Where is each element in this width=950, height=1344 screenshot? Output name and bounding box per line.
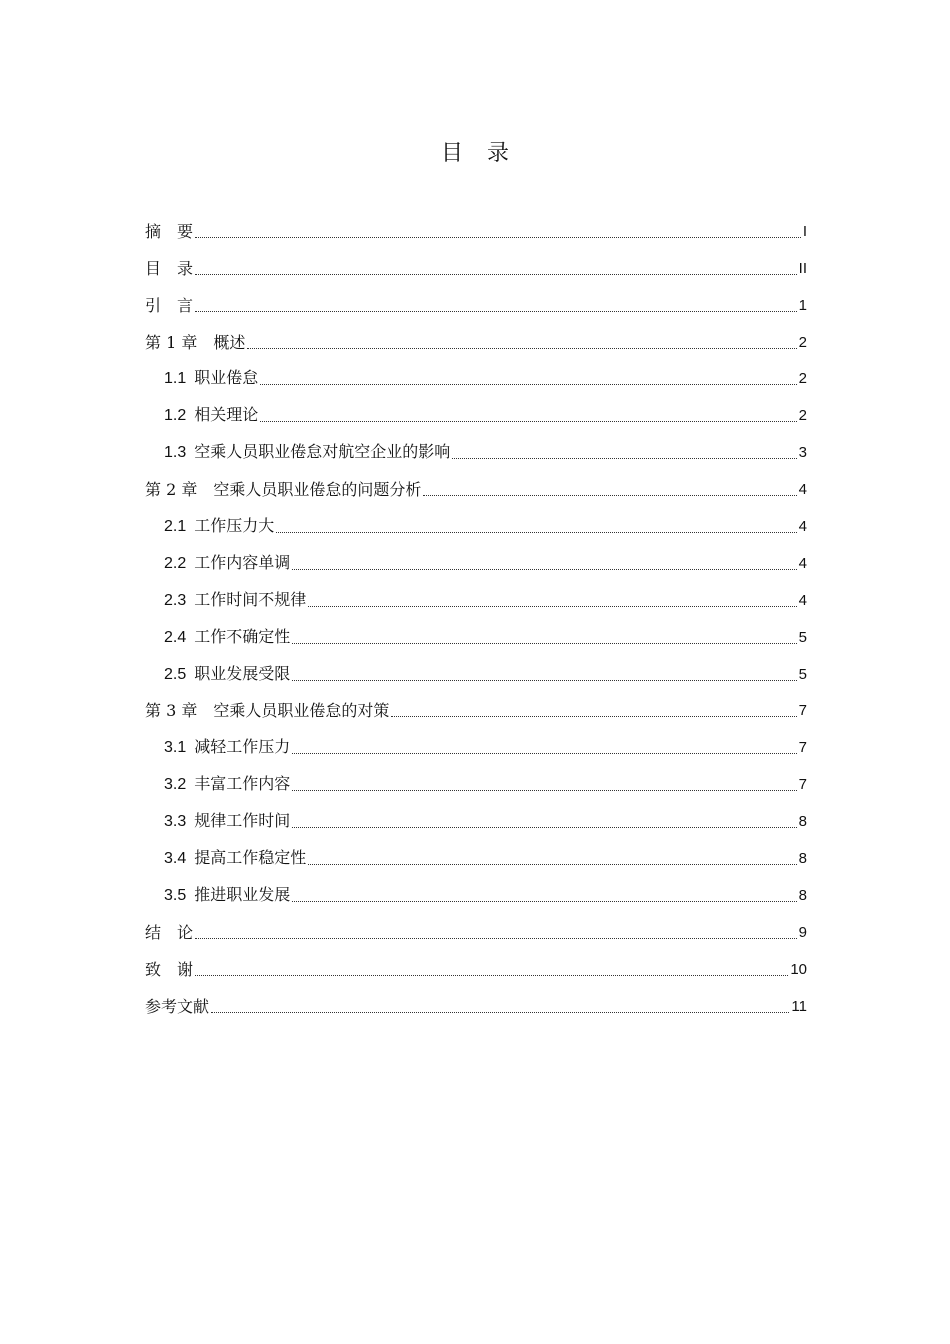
toc-entry-text: 工作内容单调 (194, 552, 291, 572)
toc-chapter-entry[interactable] (145, 280, 807, 317)
toc-entry-label (164, 442, 450, 464)
toc-entry-text: 工作时间不规律 (194, 589, 307, 609)
toc-page-number: 11 (791, 997, 807, 1015)
toc-page-number: 10 (790, 960, 807, 978)
toc-chapter-entry[interactable] (145, 206, 807, 243)
toc-subsection-entry[interactable] (145, 649, 807, 686)
toc-entry-label (164, 405, 258, 427)
toc-entry-label (145, 923, 193, 944)
toc-chapter-entry[interactable] (145, 686, 807, 723)
toc-entry-label (145, 997, 209, 1018)
toc-section-number: 3.1 (164, 739, 187, 757)
toc-entry-label (164, 368, 258, 390)
toc-page-number: 8 (798, 813, 807, 831)
toc-entry-label (145, 960, 193, 981)
dot-leader (195, 236, 801, 238)
toc-entry-label (145, 259, 193, 280)
dot-leader (292, 568, 796, 570)
toc-entry-text: 目 录 (145, 258, 194, 278)
dot-leader (308, 863, 796, 865)
toc-entry-text: 第 1 章 概述 (145, 332, 246, 352)
dot-leader (292, 642, 796, 644)
title-char-left: 目 (440, 141, 463, 166)
toc-section-number: 1.2 (164, 407, 187, 425)
toc-entry-text: 工作压力大 (194, 516, 275, 536)
toc-page-number: 4 (798, 518, 807, 536)
dot-leader (292, 679, 796, 681)
toc-subsection-entry[interactable] (145, 796, 807, 833)
toc-entry-label (145, 701, 389, 722)
toc-page-number: 4 (798, 481, 807, 499)
toc-subsection-entry[interactable] (145, 575, 807, 612)
toc-subsection-entry[interactable] (145, 833, 807, 870)
toc-entry-label (164, 553, 290, 575)
toc-section-number: 2.4 (164, 628, 187, 646)
toc-entry-text: 提高工作稳定性 (194, 848, 307, 868)
toc-subsection-entry[interactable] (145, 870, 807, 907)
toc-entry-label (164, 885, 290, 907)
toc-page-number: 8 (798, 886, 807, 904)
page-title (0, 136, 950, 167)
toc-entry-label (145, 222, 193, 243)
toc-page-number: 3 (798, 444, 807, 462)
toc-entry-text: 职业倦怠 (194, 368, 259, 388)
toc-entry-text: 工作不确定性 (194, 626, 291, 646)
toc-entry-label (164, 590, 306, 612)
toc-entry-label (164, 737, 290, 759)
toc-entry-label (145, 333, 245, 354)
dot-leader (195, 310, 797, 312)
toc-entry-text: 第 2 章 空乘人员职业倦怠的问题分析 (145, 480, 422, 500)
toc-section-number: 3.2 (164, 776, 187, 794)
toc-entry-text: 空乘人员职业倦怠对航空企业的影响 (194, 442, 451, 462)
toc-section-number: 3.3 (164, 813, 187, 831)
dot-leader (195, 273, 797, 275)
toc-page-number: 8 (798, 850, 807, 868)
toc-subsection-entry[interactable] (145, 759, 807, 796)
toc-page-number: 9 (798, 923, 807, 941)
dot-leader (292, 826, 796, 828)
toc-entry-label (164, 774, 290, 796)
toc-section-number: 2.3 (164, 591, 187, 609)
dot-leader (276, 531, 796, 533)
toc-chapter-entry[interactable] (145, 944, 807, 981)
dot-leader (195, 974, 788, 976)
toc-page-number: 5 (798, 665, 807, 683)
title-char-right: 录 (487, 141, 510, 166)
toc-section-number: 3.4 (164, 850, 187, 868)
dot-leader (308, 605, 796, 607)
toc-page-number: 4 (798, 554, 807, 572)
toc-subsection-entry[interactable] (145, 427, 807, 464)
toc-entry-text: 参考文献 (145, 996, 210, 1016)
toc-section-number: 2.5 (164, 665, 187, 683)
toc-section-number: 1.3 (164, 444, 187, 462)
dot-leader (292, 789, 796, 791)
dot-leader (292, 900, 796, 902)
toc-entry-label (164, 516, 274, 538)
toc-page-number: 5 (798, 628, 807, 646)
toc-page-number: 4 (798, 591, 807, 609)
toc-subsection-entry[interactable] (145, 612, 807, 649)
toc-subsection-entry[interactable] (145, 722, 807, 759)
dot-leader (423, 494, 796, 496)
toc-entry-text: 结 论 (145, 922, 194, 942)
toc-page-number: I (802, 222, 807, 240)
toc-page-number: 1 (798, 296, 807, 314)
toc-section-number: 2.2 (164, 554, 187, 572)
table-of-contents (145, 206, 807, 1018)
dot-leader (452, 457, 796, 459)
toc-subsection-entry[interactable] (145, 538, 807, 575)
toc-entry-label (164, 848, 306, 870)
dot-leader (391, 715, 796, 717)
dot-leader (292, 752, 796, 754)
toc-entry-text: 第 3 章 空乘人员职业倦怠的对策 (145, 701, 390, 721)
toc-page-number: 7 (798, 776, 807, 794)
toc-entry-text: 职业发展受限 (194, 663, 291, 683)
toc-chapter-entry[interactable] (145, 317, 807, 354)
toc-page-number: II (798, 259, 807, 277)
toc-subsection-entry[interactable] (145, 501, 807, 538)
toc-entry-label (164, 811, 290, 833)
toc-page-number: 7 (798, 702, 807, 720)
toc-page-number: 7 (798, 739, 807, 757)
toc-page-number: 2 (798, 407, 807, 425)
toc-page-number: 2 (798, 370, 807, 388)
dot-leader (260, 420, 796, 422)
toc-section-number: 1.1 (164, 370, 187, 388)
toc-chapter-entry[interactable] (145, 907, 807, 944)
toc-entry-text: 引 言 (145, 295, 194, 315)
toc-entry-text: 减轻工作压力 (194, 737, 291, 757)
toc-entry-label (145, 296, 193, 317)
toc-entry-label (164, 664, 290, 686)
toc-subsection-entry[interactable] (145, 354, 807, 391)
toc-entry-text: 相关理论 (194, 405, 259, 425)
dot-leader (195, 937, 797, 939)
toc-section-number: 2.1 (164, 518, 187, 536)
toc-entry-label (164, 627, 290, 649)
toc-entry-text: 规律工作时间 (194, 811, 291, 831)
toc-entry-label (145, 480, 421, 501)
dot-leader (211, 1011, 789, 1013)
toc-entry-text: 推进职业发展 (194, 884, 291, 904)
toc-chapter-entry[interactable] (145, 243, 807, 280)
dot-leader (260, 383, 796, 385)
toc-chapter-entry[interactable] (145, 464, 807, 501)
toc-chapter-entry[interactable] (145, 981, 807, 1018)
toc-section-number: 3.5 (164, 886, 187, 904)
toc-entry-text: 丰富工作内容 (194, 774, 291, 794)
toc-entry-text: 摘 要 (145, 221, 194, 241)
toc-entry-text: 致 谢 (145, 959, 194, 979)
toc-subsection-entry[interactable] (145, 390, 807, 427)
dot-leader (247, 347, 796, 349)
toc-page-number: 2 (798, 333, 807, 351)
